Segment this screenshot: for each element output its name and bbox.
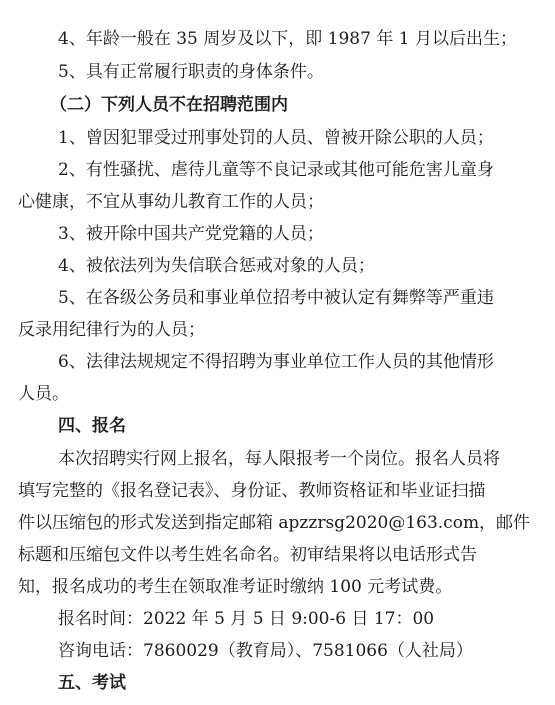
excluded-item-5: 5、在各级公务员和事业单位招考中被认定有舞弊等严重违 — [58, 288, 494, 308]
registration-para-line-1: 本次招聘实行网上报名，每人限报考一个岗位。报名人员将 — [58, 449, 500, 469]
excluded-item-2: 2、有性骚扰、虐待儿童等不良记录或其他可能危害儿童身 — [58, 160, 494, 180]
registration-para-line-3: 件以压缩包的形式发送到指定邮箱 apzzrsg2020@163.com，邮件 — [18, 513, 531, 533]
section-heading-excluded: （二）下列人员不在招聘范围内 — [50, 95, 288, 115]
excluded-item-1: 1、曾因犯罪受过刑事处罚的人员、曾被开除公职的人员； — [58, 128, 494, 148]
registration-time: 报名时间：2022 年 5 月 5 日 9:00-6 日 17：00 — [58, 609, 435, 629]
excluded-item-4: 4、被依法列为失信联合惩戒对象的人员； — [58, 256, 375, 276]
registration-para-line-5: 知，报名成功的考生在领取准考证时缴纳 100 元考试费。 — [18, 577, 453, 597]
registration-para-line-4: 标题和压缩包文件以考生姓名命名。初审结果将以电话形式告 — [18, 545, 477, 565]
requirement-health: 5、具有正常履行职责的身体条件。 — [58, 62, 324, 82]
excluded-item-3: 3、被开除中国共产党党籍的人员； — [58, 224, 324, 244]
excluded-item-6: 6、法律法规规定不得招聘为事业单位工作人员的其他情形 — [58, 352, 494, 372]
excluded-item-6-cont: 人员。 — [18, 384, 69, 404]
excluded-item-5-cont: 反录用纪律行为的人员； — [18, 320, 205, 340]
section-heading-exam: 五、考试 — [58, 673, 126, 693]
registration-para-line-2: 填写完整的《报名登记表》、身份证、教师资格证和毕业证扫描 — [18, 481, 486, 501]
consultation-phone: 咨询电话：7860029（教育局）、7581066（人社局） — [58, 641, 473, 661]
section-heading-registration: 四、报名 — [58, 416, 126, 436]
requirement-age: 4、年龄一般在 35 周岁及以下，即 1987 年 1 月以后出生； — [58, 29, 517, 49]
excluded-item-2-cont: 心健康，不宜从事幼儿教育工作的人员； — [18, 192, 324, 212]
